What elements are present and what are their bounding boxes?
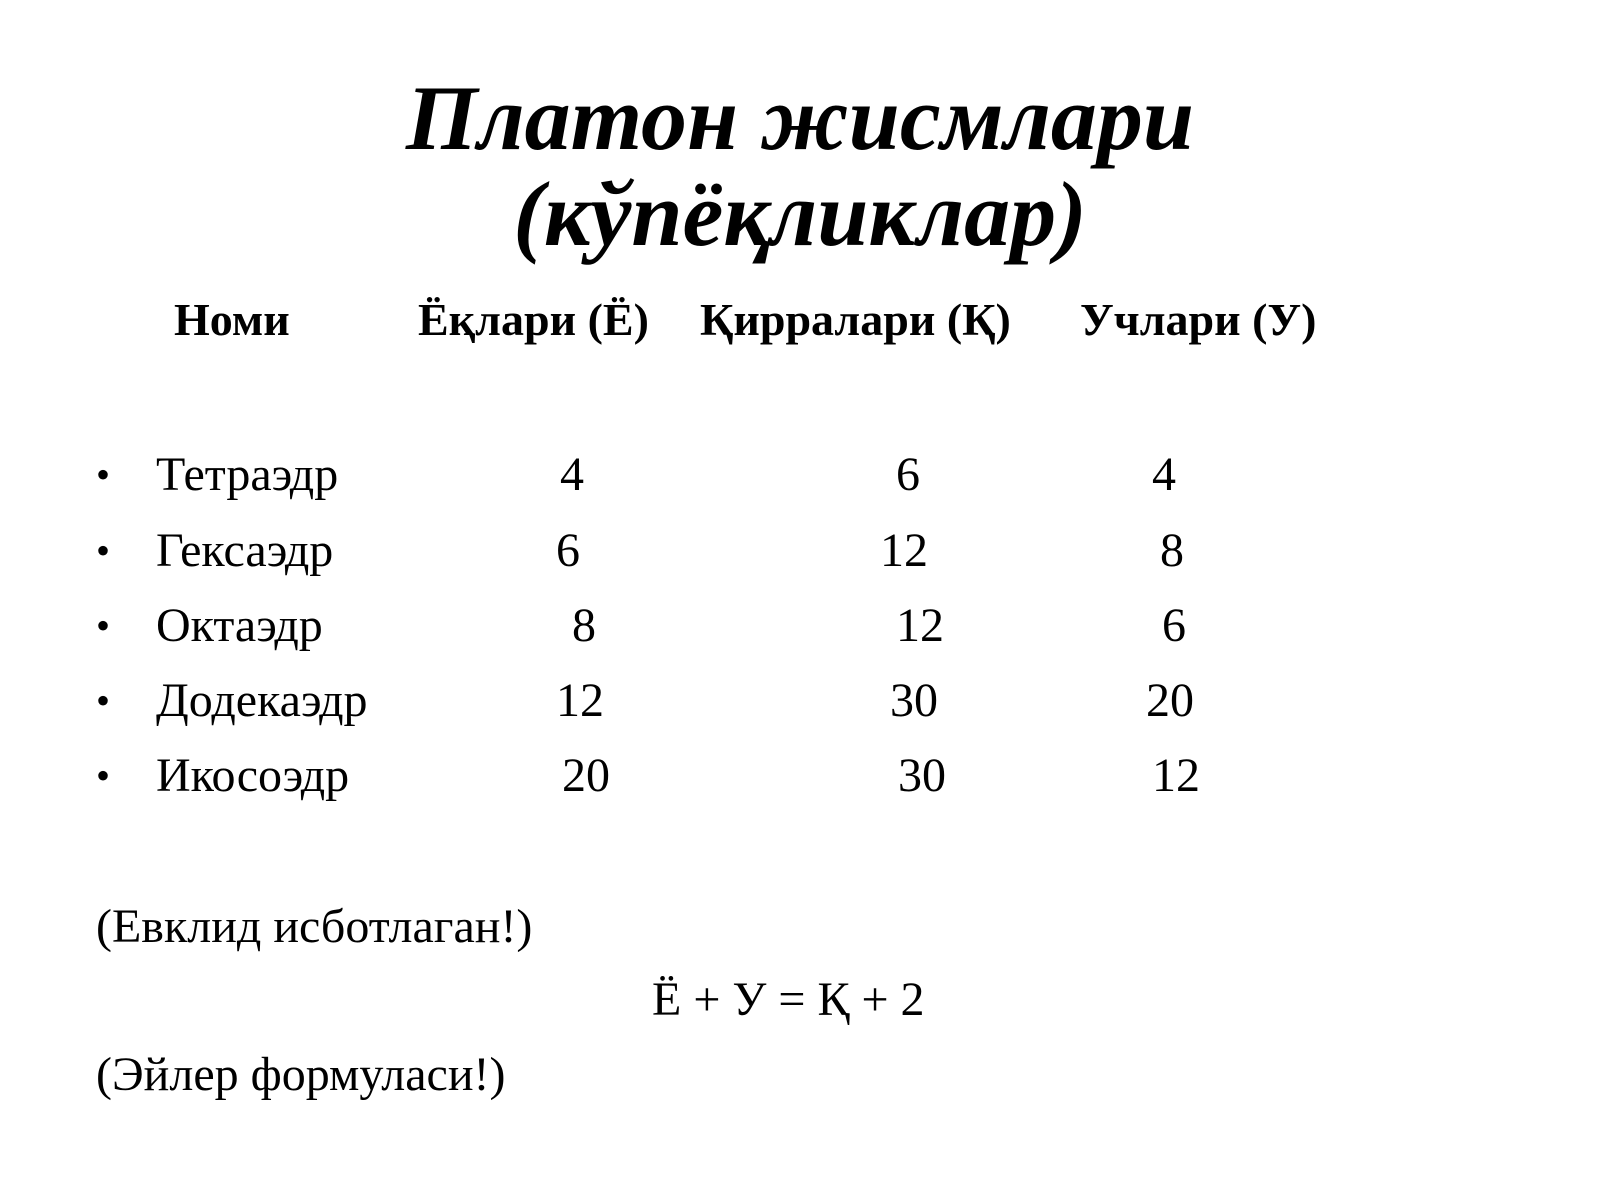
row-name: Икосоэдр bbox=[156, 749, 350, 802]
row-faces: 8 bbox=[572, 599, 596, 652]
header-faces: Ёқлари (Ё) bbox=[418, 294, 649, 345]
row-faces: 6 bbox=[556, 524, 580, 577]
header-name: Номи bbox=[174, 294, 290, 345]
row-faces: 4 bbox=[560, 448, 584, 501]
list-item bbox=[0, 671, 1600, 731]
row-name: Октаэдр bbox=[156, 599, 323, 652]
row-vertices: 4 bbox=[1152, 448, 1176, 501]
euler-note: (Эйлер формуласи!) bbox=[96, 1048, 506, 1101]
row-edges: 12 bbox=[896, 599, 944, 652]
row-vertices: 8 bbox=[1160, 524, 1184, 577]
row-faces: 12 bbox=[556, 674, 604, 727]
euler-formula: Ё + У = Қ + 2 bbox=[652, 973, 925, 1026]
row-edges: 30 bbox=[898, 749, 946, 802]
list-item bbox=[0, 746, 1600, 806]
row-name: Додекаэдр bbox=[156, 674, 368, 727]
header-vertices: Учлари (У) bbox=[1080, 294, 1317, 345]
row-vertices: 6 bbox=[1162, 599, 1186, 652]
row-name: Тетраэдр bbox=[156, 448, 339, 501]
bullet-icon: • bbox=[96, 603, 111, 648]
row-vertices: 12 bbox=[1152, 749, 1200, 802]
row-vertices: 20 bbox=[1146, 674, 1194, 727]
row-name: Гексаэдр bbox=[156, 524, 334, 577]
list-item bbox=[0, 521, 1600, 581]
slide-title-line-1: Платон жисмлари bbox=[405, 67, 1195, 169]
bullet-icon: • bbox=[96, 678, 111, 723]
header-edges: Қирралари (Қ) bbox=[700, 294, 1011, 345]
row-edges: 12 bbox=[880, 524, 928, 577]
row-edges: 30 bbox=[890, 674, 938, 727]
bullet-icon: • bbox=[96, 753, 111, 798]
list-item bbox=[0, 445, 1600, 505]
row-faces: 20 bbox=[562, 749, 610, 802]
slide-title-line-2: (кўпёқликлар) bbox=[513, 163, 1087, 265]
bullet-icon: • bbox=[96, 452, 111, 497]
row-edges: 6 bbox=[896, 448, 920, 501]
slide-title bbox=[0, 67, 1600, 265]
bullet-icon: • bbox=[96, 528, 111, 573]
euclid-note: (Евклид исботлаган!) bbox=[96, 900, 533, 953]
list-item bbox=[0, 596, 1600, 656]
